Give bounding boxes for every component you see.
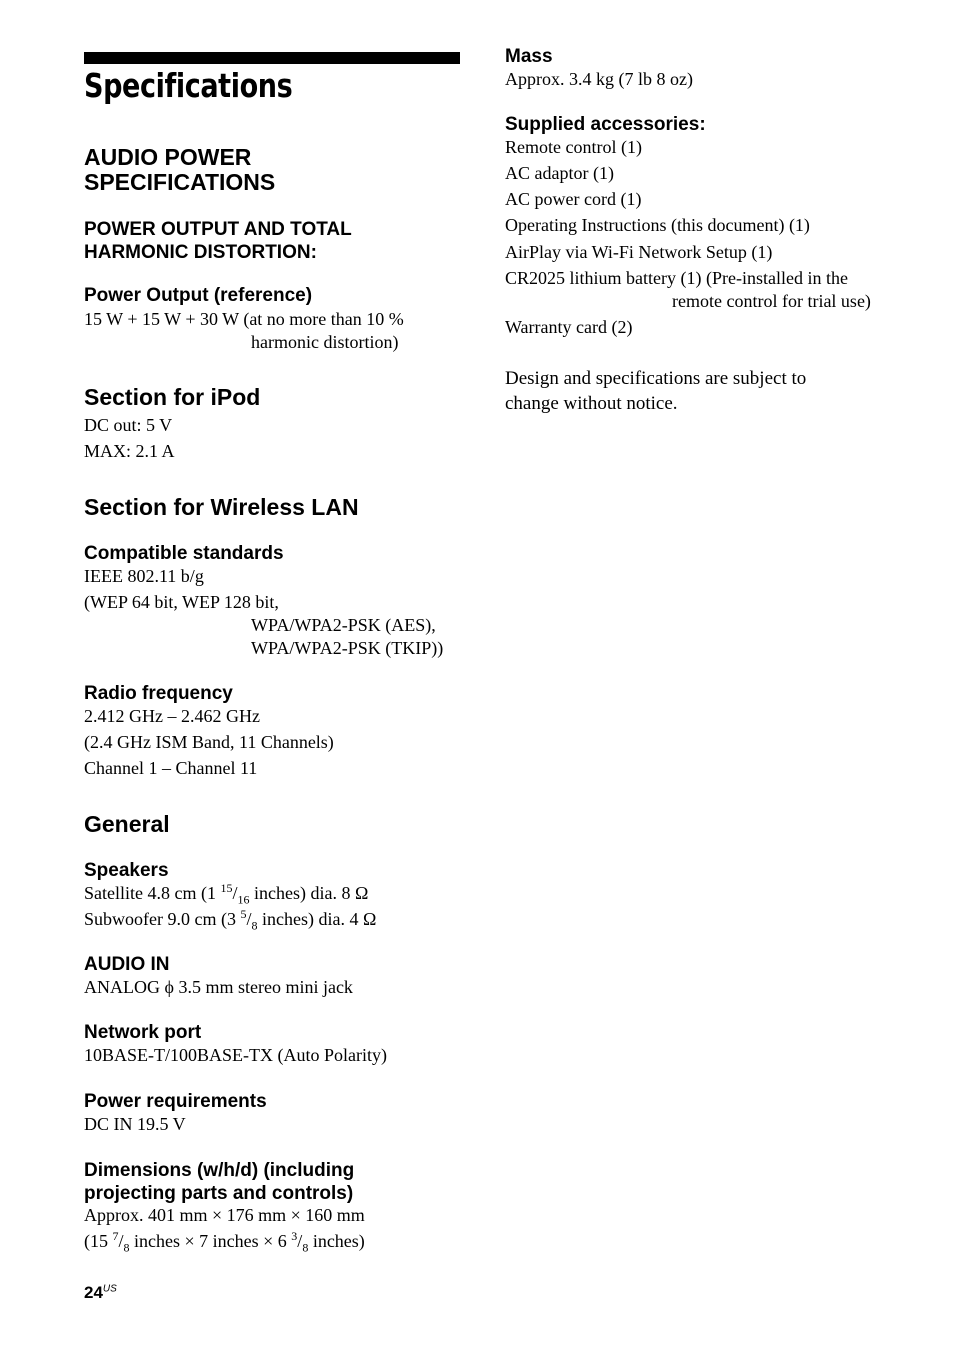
ipod-dc-out: DC out: 5 V xyxy=(84,415,173,435)
page-title: Specifications xyxy=(84,66,293,105)
dimensions-label-line2: projecting parts and controls) xyxy=(84,1183,354,1204)
dim-fraction1-den: 8 xyxy=(123,1240,130,1255)
radio-frequency-label: Radio frequency xyxy=(84,683,233,704)
notice-line1: Design and specifications are subject to xyxy=(505,368,807,389)
dimensions-label xyxy=(84,1159,354,1205)
subwoofer-text-b: inches) dia. 4 Ω xyxy=(257,909,377,929)
accessory-item: Remote control (1) xyxy=(505,137,642,157)
dimensions-label-line1: Dimensions (w/h/d) (including xyxy=(84,1160,355,1181)
page-number-value: 24 xyxy=(84,1283,103,1302)
compatible-standards-line4: WPA/WPA2-PSK (TKIP)) xyxy=(251,638,444,658)
title-rule xyxy=(84,52,460,64)
radio-frequency-line2: (2.4 GHz ISM Band, 11 Channels) xyxy=(84,732,334,752)
compatible-standards-line2: (WEP 64 bit, WEP 128 bit, xyxy=(84,592,279,612)
mass-value: Approx. 3.4 kg (7 lb 8 oz) xyxy=(505,69,693,89)
compatible-standards-line1: IEEE 802.11 b/g xyxy=(84,566,204,586)
audio-in-value: ANALOG ϕ 3.5 mm stereo mini jack xyxy=(84,977,353,997)
subwoofer-fraction-num: 5 xyxy=(240,907,247,921)
speakers-label: Speakers xyxy=(84,860,169,881)
accessory-item: CR2025 lithium battery (1) (Pre-installed in the xyxy=(505,268,848,288)
power-output-line1: 15 W + 15 W + 30 W (at no more than 10 % xyxy=(84,309,404,329)
ipod-heading: Section for iPod xyxy=(84,384,261,410)
accessories-label: Supplied accessories: xyxy=(505,114,706,135)
accessory-item: Warranty card (2) xyxy=(505,317,633,337)
network-port-label: Network port xyxy=(84,1022,202,1043)
power-output-line2: harmonic distortion) xyxy=(251,332,399,352)
notice-line2: change without notice. xyxy=(505,393,678,414)
power-output-subheading xyxy=(84,218,352,264)
dim-fraction2-num: 3 xyxy=(291,1229,298,1243)
power-requirements-label: Power requirements xyxy=(84,1091,267,1112)
power-requirements-value: DC IN 19.5 V xyxy=(84,1114,186,1134)
subwoofer-spec: Subwoofer 9.0 cm (3 $^5/_8$ inches) dia. 4 Ω xyxy=(84,907,377,933)
subwoofer-fraction-den: 8 xyxy=(251,918,258,933)
wlan-heading: Section for Wireless LAN xyxy=(84,494,359,520)
audio-power-heading-line1: AUDIO POWER xyxy=(84,144,252,170)
satellite-text-b: inches) dia. 8 Ω xyxy=(249,883,369,903)
accessory-item: AC power cord (1) xyxy=(505,189,642,209)
satellite-fraction-num: 15 xyxy=(220,881,233,895)
ipod-max: MAX: 2.1 A xyxy=(84,441,175,461)
dim-text-a: (15 xyxy=(84,1231,113,1251)
satellite-text-a: Satellite 4.8 cm (1 xyxy=(84,883,221,903)
audio-power-heading-line2: SPECIFICATIONS xyxy=(84,169,276,195)
accessory-item-continued: remote control for trial use) xyxy=(672,291,871,311)
power-output-label: Power Output (reference) xyxy=(84,285,313,306)
satellite-fraction-den: 16 xyxy=(237,892,250,907)
accessory-item: AC adaptor (1) xyxy=(505,163,614,183)
audio-in-label: AUDIO IN xyxy=(84,954,170,975)
power-output-subheading-line1: POWER OUTPUT AND TOTAL xyxy=(84,219,352,240)
dim-text-b: inches × 7 inches × 6 xyxy=(129,1231,292,1251)
dimensions-metric: Approx. 401 mm × 176 mm × 160 mm xyxy=(84,1205,365,1225)
page-number-suffix: US xyxy=(102,1283,117,1295)
compatible-standards-line3: WPA/WPA2-PSK (AES), xyxy=(251,615,436,635)
dim-text-c: inches) xyxy=(308,1231,365,1251)
general-heading: General xyxy=(84,811,170,837)
subwoofer-text-a: Subwoofer 9.0 cm (3 xyxy=(84,909,241,929)
dimensions-imperial: (15 $^7/_8$ inches × 7 inches × 6 $^3/_8$ inches) xyxy=(84,1229,365,1255)
dim-fraction1-num: 7 xyxy=(112,1229,119,1243)
power-output-subheading-line2: HARMONIC DISTORTION: xyxy=(84,242,317,263)
audio-power-heading xyxy=(84,145,275,195)
dim-fraction2-den: 8 xyxy=(302,1240,309,1255)
mass-label: Mass xyxy=(505,46,553,67)
page-number xyxy=(84,1283,117,1303)
accessory-item: Operating Instructions (this document) (1) xyxy=(505,215,810,235)
compatible-standards-label: Compatible standards xyxy=(84,543,284,564)
satellite-spec: Satellite 4.8 cm (1 $^{15}/_{16}$ inches) dia. 8 Ω xyxy=(84,881,369,907)
radio-frequency-line1: 2.412 GHz – 2.462 GHz xyxy=(84,706,260,726)
radio-frequency-line3: Channel 1 – Channel 11 xyxy=(84,758,258,778)
network-port-value: 10BASE-T/100BASE-TX (Auto Polarity) xyxy=(84,1045,387,1065)
notice-text xyxy=(505,366,806,416)
accessory-item: AirPlay via Wi-Fi Network Setup (1) xyxy=(505,242,773,262)
